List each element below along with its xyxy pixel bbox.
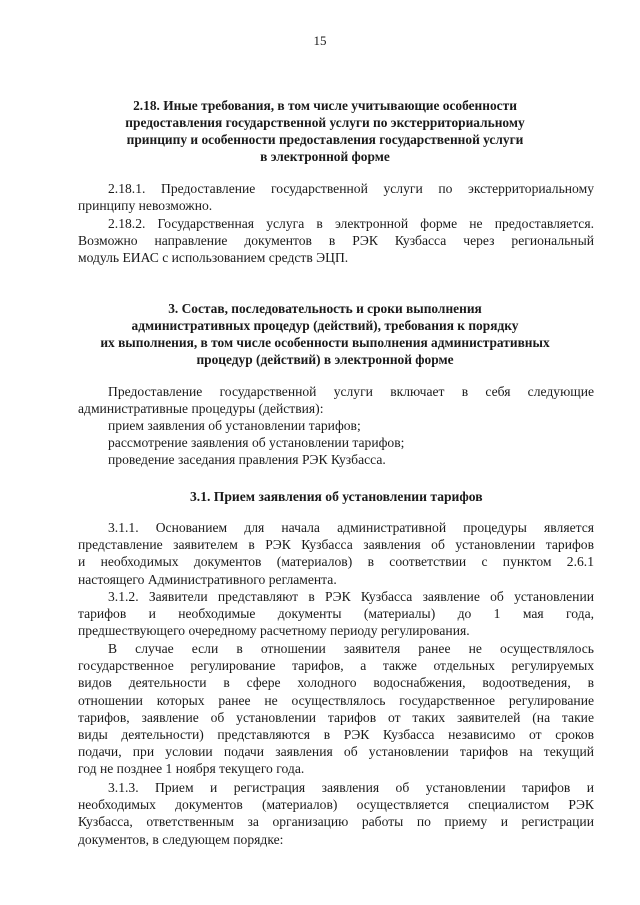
section-2-18-heading <box>90 97 560 165</box>
text-line: принципу невозможно. <box>78 198 213 214</box>
paragraph-3-1-2-cont <box>78 640 594 778</box>
text-line: видов деятельности в сфере холодного водоснабжения, водоотведения, в <box>78 675 594 691</box>
text-line: тарифов и необходимые документы (материалы) до 1 мая года, <box>78 606 594 622</box>
text-line: модуль ЕИАС с использованием средств ЭЦП. <box>78 250 349 266</box>
text-line: подачи, при условии подачи заявления об установлении тарифов на текущий <box>78 744 594 760</box>
text-line: год не позднее 1 ноября текущего года. <box>78 761 305 777</box>
text-line: предшествующего очередному расчетному периоду регулирования. <box>78 623 470 639</box>
text-line: 2.18.1. Предоставление государственной услуги по экстерриториальному <box>108 181 594 196</box>
procedures-list <box>108 417 404 469</box>
text-line: виды деятельности) представляются в РЭК Кузбасса независимо от сроков <box>78 726 594 742</box>
list-item: рассмотрение заявления об установлении тарифов; <box>108 435 405 451</box>
section-3-heading <box>90 300 560 368</box>
text-line: и необходимых документов (материалов) в соответствии с пунктом 2.6.1 <box>78 554 594 570</box>
text-line: 3.1.3. Прием и регистрация заявления об установлении тарифов и <box>108 780 594 795</box>
list-item: проведение заседания правления РЭК Кузбасса. <box>108 452 386 468</box>
text-line: представление заявителем в РЭК Кузбасса заявления об установлении тарифов <box>78 537 594 553</box>
heading-line: процедур (действий) в электронной форме <box>196 352 454 367</box>
heading-line: 3. Состав, последовательность и сроки выполнения <box>168 301 482 316</box>
text-line: административные процедуры (действия): <box>78 401 324 417</box>
text-line: В случае если в отношении заявителя ранее не осуществлялось <box>108 641 594 656</box>
list-item: прием заявления об установлении тарифов; <box>108 418 361 433</box>
paragraph-3-1-1 <box>78 519 594 588</box>
paragraph-3-1-3 <box>78 779 594 848</box>
text-line: 3.1.2. Заявители представляют в РЭК Кузбасса заявление об установлении <box>108 589 594 604</box>
text-line: 2.18.2. Государственная услуга в электронной форме не предоставляется. <box>108 216 594 231</box>
text-line: документов, в следующем порядке: <box>78 831 284 847</box>
heading-line: 2.18. Иные требования, в том числе учитывающие особенности <box>133 98 517 113</box>
paragraph-3-1-2 <box>78 588 594 640</box>
section-3-1-heading: 3.1. Прием заявления об установлении тарифов <box>190 489 483 504</box>
text-line: отношении которых ранее не осуществлялось государственное регулирование <box>78 692 594 708</box>
text-line: государственное регулирование тарифов, а также отдельных регулируемых <box>78 658 594 674</box>
page-number: 15 <box>313 33 327 48</box>
paragraph-2-18-2 <box>78 215 594 267</box>
heading-line: предоставления государственной услуги по экстерриториальному <box>125 115 525 130</box>
heading-line: административных процедур (действий), требования к порядку <box>131 318 519 333</box>
section-3-intro <box>78 383 594 417</box>
text-line: Кузбасса, ответственным за организацию работы по приему и регистрации <box>78 814 594 830</box>
heading-line: в электронной форме <box>260 149 390 164</box>
text-line: настоящего Административного регламента. <box>78 571 337 587</box>
text-line: Предоставление государственной услуги включает в себя следующие <box>108 384 594 399</box>
text-line: 3.1.1. Основанием для начала административной процедуры является <box>108 520 594 535</box>
paragraph-2-18-1 <box>78 180 594 214</box>
text-line: тарифов, заявление об установлении тарифов от таких заявителей (на такие <box>78 709 594 725</box>
heading-line: принципу и особенности предоставления государственной услуги <box>126 132 524 147</box>
heading-line: их выполнения, в том числе особенности выполнения административных <box>100 335 550 350</box>
text-line: необходимых документов (материалов) осуществляется специалистом РЭК <box>78 797 594 813</box>
text-line: Возможно направление документов в РЭК Кузбасса через региональный <box>78 233 594 249</box>
